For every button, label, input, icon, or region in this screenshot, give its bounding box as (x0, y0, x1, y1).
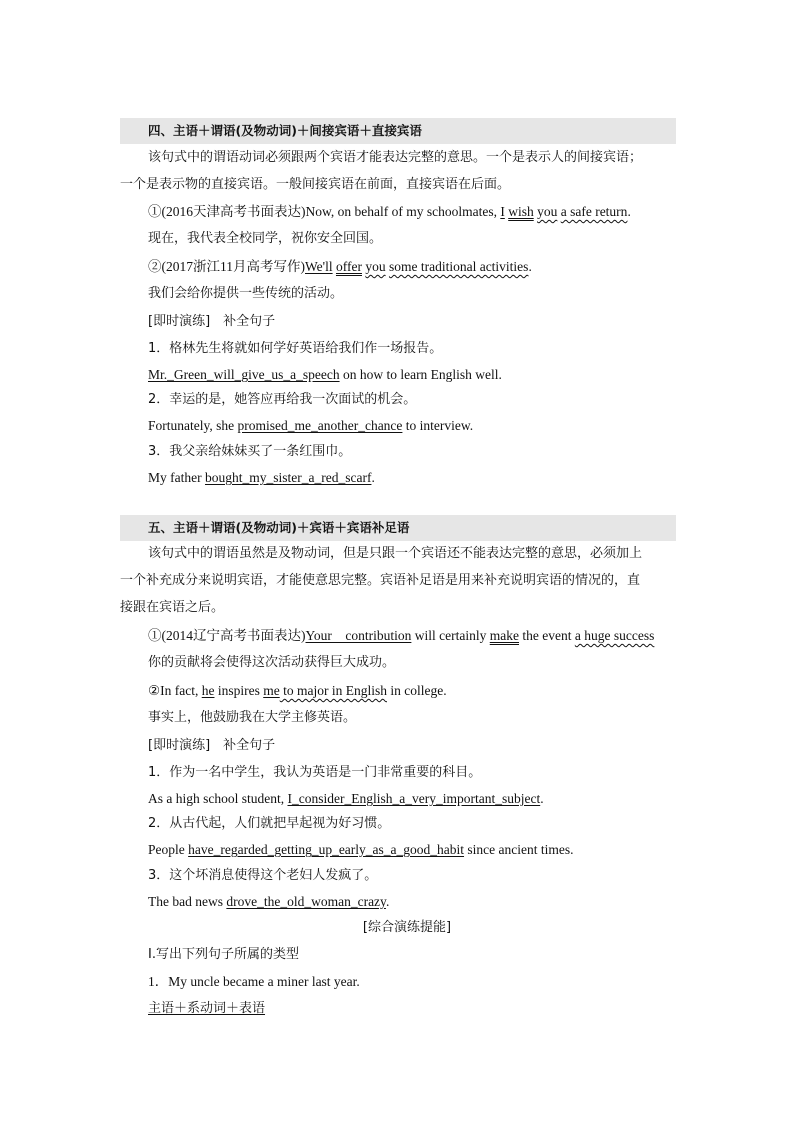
section-five-q1-zh: 1．作为一名中学生，我认为英语是一门非常重要的科目。 (148, 765, 482, 780)
answer: have_regarded_getting_up_early_as_a_good_habit (188, 842, 465, 857)
pre: As a high school student, (148, 791, 288, 806)
section-four-example-2 (148, 258, 532, 276)
indirect-object: you (365, 259, 386, 274)
answer: bought_my_sister_a_red_scarf (204, 470, 372, 485)
section-four-heading: 四、主语＋谓语(及物动词)＋间接宾语＋直接宾语 (148, 123, 422, 138)
section-five-example-1-translation: 你的贡献将会使得这次活动获得巨大成功。 (148, 655, 396, 670)
rest: . (540, 791, 544, 806)
verb: offer (335, 259, 362, 274)
pre: Fortunately, she (148, 418, 238, 433)
rest: on how to learn English well. (339, 367, 502, 382)
section-five-practice-label: [即时演练] 补全句子 (148, 738, 276, 753)
section-four-desc-1: 该句式中的谓语动词必须跟两个宾语才能表达完整的意思。一个是表示人的间接宾语； (148, 150, 643, 165)
section-four-example-1 (148, 203, 631, 221)
mid-text: will certainly (411, 628, 490, 643)
verb: make (489, 628, 519, 643)
section-five-q3-zh: 3．这个坏消息使得这个老妇人发疯了。 (148, 868, 378, 883)
indirect-object: you (537, 204, 558, 219)
section-four-q1-en (148, 366, 502, 384)
section-four-practice-label: [即时演练] 补全句子 (148, 314, 276, 329)
section-four-q3-zh: 3．我父亲给妹妹买了一条红围巾。 (148, 444, 352, 459)
rest: . (385, 894, 390, 909)
section-four-q2-zh: 2．幸运的是，她答应再给我一次面试的机会。 (148, 392, 417, 407)
rest: . (371, 470, 375, 485)
subject: I (500, 204, 505, 219)
comprehensive-a1: 主语＋系动词＋表语 (148, 1001, 266, 1016)
section-five-q1-en (148, 790, 544, 808)
answer: Mr._Green_will_give_us_a_speech (148, 367, 340, 382)
subject: Your contribution (305, 628, 412, 643)
subject: he (201, 683, 215, 698)
section-four-q3-en (148, 469, 375, 487)
pre: People (148, 842, 189, 857)
answer: I_consider_English_a_very_important_subject (287, 791, 541, 806)
verb: inspires (214, 683, 264, 698)
subject: We'll (305, 259, 333, 274)
section-five-desc-3: 接跟在宾语之后。 (120, 600, 225, 615)
comprehensive-q1: 1．My uncle became a miner last year. (148, 974, 360, 989)
section-four-q2-en (148, 417, 473, 435)
example-prefix: ②In fact, (148, 683, 202, 698)
period: . (528, 259, 532, 274)
section-five-q3-en (148, 893, 389, 911)
object: me (263, 683, 280, 698)
answer: promised_me_another_chance (237, 418, 403, 433)
period: . (627, 204, 631, 219)
object-complement: to major in English (279, 683, 387, 698)
verb: wish (508, 204, 534, 219)
rest: to interview. (402, 418, 474, 433)
section-four-desc-2: 一个是表示物的直接宾语。一般间接宾语在前面，直接宾语在后面。 (120, 177, 511, 192)
comprehensive-title: [综合演练提能] (362, 920, 452, 935)
direct-object: a safe return (560, 204, 628, 219)
section-five-q2-en (148, 841, 574, 859)
section-five-desc-2: 一个补充成分来说明宾语，才能使意思完整。宾语补足语是用来补充说明宾语的情况的，直 (120, 573, 641, 588)
section-five-example-2 (148, 682, 447, 700)
section-five-example-2-translation: 事实上，他鼓励我在大学主修英语。 (148, 710, 357, 725)
mid-text: the event (519, 628, 575, 643)
pre: The bad news (148, 894, 227, 909)
direct-object: some traditional activities (388, 259, 529, 274)
section-four-example-1-translation: 现在，我代表全校同学，祝你安全回国。 (148, 231, 383, 246)
section-five-heading: 五、主语＋谓语(及物动词)＋宾语＋宾语补足语 (148, 520, 410, 535)
section-five-example-1 (148, 627, 654, 645)
rest: since ancient times. (464, 842, 574, 857)
end-text: in college. (386, 683, 447, 698)
answer: drove_the_old_woman_crazy (226, 894, 386, 909)
part-one-instruction: Ⅰ.写出下列句子所属的类型 (148, 947, 299, 962)
pre: My father (148, 470, 205, 485)
example-prefix: ①(2016天津高考书面表达)Now, on behalf of my schoolmates, (148, 204, 501, 219)
example-prefix: ②(2017浙江11月高考写作) (148, 259, 305, 274)
section-five-q2-zh: 2．从古代起，人们就把早起视为好习惯。 (148, 816, 391, 831)
object-complement: a huge success (574, 628, 655, 643)
section-four-example-2-translation: 我们会给你提供一些传统的活动。 (148, 286, 344, 301)
section-five-desc-1: 该句式中的谓语虽然是及物动词，但是只跟一个宾语还不能表达完整的意思，必须加上 (148, 546, 643, 561)
example-prefix: ①(2014辽宁高考书面表达) (148, 628, 306, 643)
section-four-q1-zh: 1．格林先生将就如何学好英语给我们作一场报告。 (148, 341, 443, 356)
